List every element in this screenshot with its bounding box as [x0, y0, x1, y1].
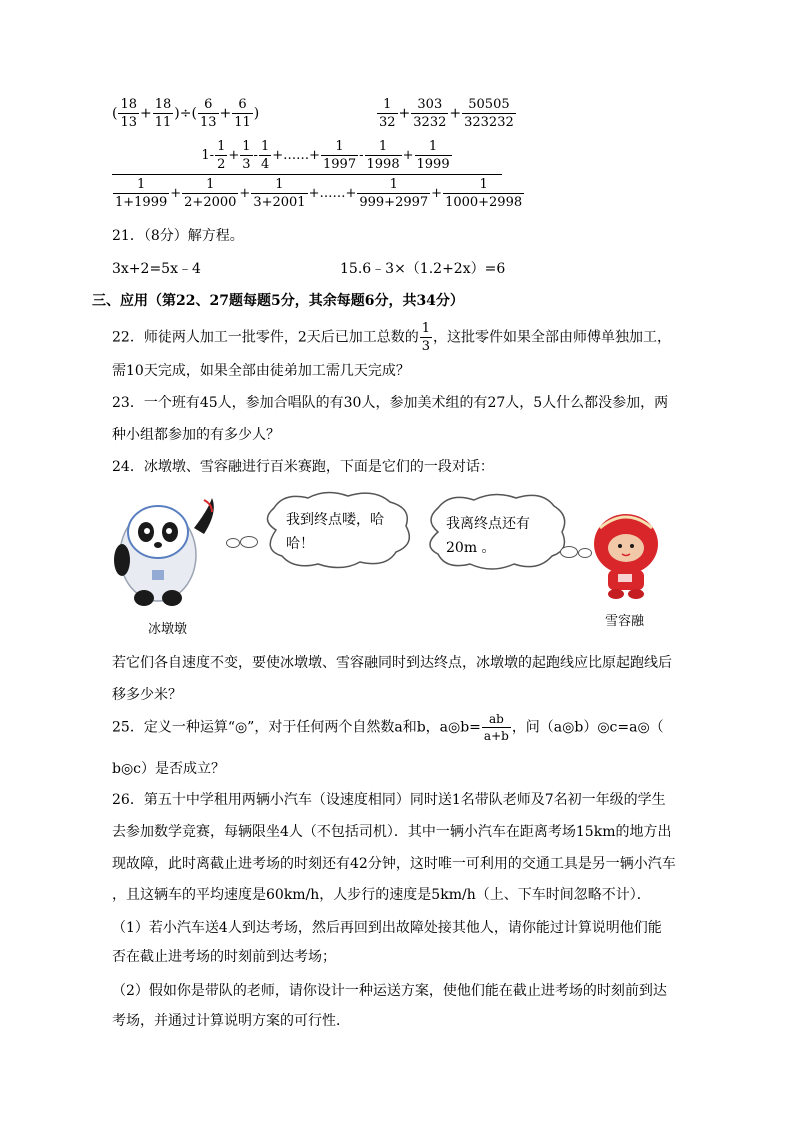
numerator: 18 [120, 97, 138, 112]
denominator: 3232 [413, 115, 447, 130]
numerator: 1 [421, 321, 431, 336]
numerator: 1 [260, 139, 270, 154]
fraction [482, 713, 511, 742]
q24-question-line-2: 移多少米？ [112, 687, 182, 703]
denominator: 1999 [416, 157, 450, 172]
q22-line-2: 需10天完成，如果全部由徒弟加工需几天完成？ [112, 363, 410, 379]
name-left: 冰墩墩 [148, 622, 188, 637]
q26-line-1: 26．第五十中学租用两辆小汽车（设速度相同）同时送1名带队老师及7名初一年级的学生 [112, 792, 666, 808]
fraction [462, 98, 516, 129]
bubble-left-line-2: 哈！ [286, 536, 314, 552]
numerator: 1 [378, 139, 388, 154]
fraction [365, 140, 402, 171]
fraction [251, 178, 307, 209]
expr2 [376, 98, 517, 129]
paren: ) [253, 105, 260, 122]
q22-line-1 [112, 322, 671, 353]
denominator: 1998 [366, 157, 400, 172]
q24-line-1: 24．冰墩墩、雪容融进行百米赛跑，下面是它们的一段对话： [112, 459, 494, 475]
q25-text: 25．定义一种运算“◎”，对于任何两个自然数a和b，a◎b= [112, 719, 481, 736]
fraction [420, 322, 432, 353]
denominator: 13 [120, 115, 138, 130]
big-fraction-denominator [112, 177, 523, 210]
denominator: 11 [234, 115, 251, 130]
fraction [357, 178, 430, 209]
denominator: 3 [242, 157, 251, 172]
big-fraction-bar [112, 174, 502, 175]
denominator: 1000+2998 [445, 195, 523, 210]
q21-equation-1: 3x+2=5x﹣4 [112, 261, 201, 277]
denominator: a+b [483, 729, 509, 743]
op: + [228, 148, 240, 163]
q26-line-7: （2）假如你是带队的老师，请你设计一种运送方案，使他们能在截止进考场的时刻前到达 [112, 983, 667, 999]
op: + [239, 186, 251, 201]
op: + [449, 105, 462, 122]
op: - [209, 148, 215, 163]
numerator: 1 [479, 177, 488, 192]
q25-text: ，问（a◎b）◎c=a◎（ [511, 719, 664, 736]
q26-line-5: （1）若小汽车送4人到达考场，然后再回到出故障处接其他人，请你能过计算说明他们能 [112, 920, 662, 936]
bubble-right-line-1: 我离终点还有 [446, 516, 530, 532]
numerator: 6 [204, 97, 213, 112]
bubble-left-line-1: 我到终点喽，哈 [286, 512, 384, 528]
fraction [113, 178, 169, 209]
q26-line-3: 现故障，此时离截止进考场的时刻还有42分钟，这时唯一可利用的交通工具是另一辆小汽车 [112, 856, 676, 872]
fraction [377, 98, 398, 129]
q25-line-1 [112, 713, 664, 742]
numerator: 1 [217, 139, 226, 154]
numerator: 1 [242, 139, 251, 154]
denominator: 32 [379, 115, 396, 130]
ellipsis: +……+ [308, 186, 357, 201]
denominator: 2+2000 [184, 195, 237, 210]
denominator: 3 [421, 339, 431, 354]
op: + [170, 186, 182, 201]
q22-text: 22．师徒两人加工一批零件，2天后已加工总数的 [112, 329, 419, 346]
op: + [140, 105, 152, 122]
big-fraction [112, 139, 523, 210]
q24-question-line-1: 若它们各自速度不变，要使冰墩墩、雪容融同时到达终点，冰墩墩的起跑线应比原起跑线后 [112, 655, 672, 671]
q22-text: ，这批零件如果全部由师傅单独加工， [433, 329, 672, 346]
thought-ring [560, 546, 578, 558]
op: )÷( [174, 105, 197, 122]
ellipsis: +……+ [272, 148, 321, 163]
op: - [359, 148, 364, 163]
numerator: 1 [389, 177, 398, 192]
panda-mascot-image [108, 490, 218, 608]
denominator: 4 [260, 157, 270, 172]
denominator: 11 [154, 115, 172, 130]
op: + [219, 105, 232, 122]
fraction [411, 98, 448, 129]
fraction [321, 140, 358, 171]
numerator: 1 [428, 139, 438, 154]
name-right: 雪容融 [605, 614, 645, 629]
denominator: 1997 [323, 157, 357, 172]
numerator: 303 [417, 97, 443, 112]
denominator: 323232 [464, 115, 514, 130]
denominator: 2 [217, 157, 226, 172]
bubble-right-line-2: 20m 。 [446, 540, 496, 556]
q26-line-6: 否在截止进考场的时刻前到达考场； [112, 949, 336, 965]
q26-line-4: ，且这辆车的平均速度是60km/h，人步行的速度是5km/h（上、下车时间忽略不计）． [112, 887, 651, 903]
numerator: 1 [206, 177, 215, 192]
denominator: 1+1999 [115, 195, 168, 210]
q23-line-2: 种小组都参加的有多少人？ [112, 427, 280, 443]
term: 1 [201, 148, 210, 163]
op: + [402, 148, 414, 163]
fraction [415, 140, 452, 171]
q21-title: 21．（8分）解方程。 [112, 228, 244, 244]
thought-ring [226, 538, 240, 548]
denominator: 3+2001 [253, 195, 306, 210]
big-fraction-numerator [112, 140, 502, 171]
fraction [259, 140, 271, 171]
numerator: 1 [136, 177, 146, 192]
denominator: 13 [199, 115, 217, 130]
op: - [253, 148, 258, 163]
fraction [240, 140, 252, 171]
section-title: 三、应用（第22、27题每题5分，其余每题6分，共34分） [92, 293, 464, 309]
q24-illustration [108, 486, 668, 637]
q25-line-2: b◎c）是否成立？ [112, 761, 226, 777]
fraction [215, 140, 227, 171]
fraction [182, 178, 238, 209]
fraction [198, 98, 219, 129]
numerator: 1 [335, 139, 344, 154]
numerator: 18 [154, 97, 172, 112]
denominator: 999+2997 [359, 195, 429, 210]
fraction [153, 98, 174, 129]
expr1 [112, 98, 259, 129]
lantern-mascot-image [586, 510, 666, 600]
paren: ( [112, 105, 118, 122]
numerator: 50505 [468, 97, 510, 112]
numerator: 1 [275, 177, 284, 192]
numerator: ab [488, 712, 504, 726]
op: + [398, 105, 411, 122]
op: + [431, 186, 443, 201]
numerator: 6 [238, 97, 247, 112]
fraction [443, 178, 524, 209]
q23-line-1: 23．一个班有45人，参加合唱队的有30人，参加美术组的有27人，5人什么都没参加，两 [112, 395, 669, 411]
fraction [118, 98, 139, 129]
fraction [232, 98, 253, 129]
numerator: 1 [383, 97, 392, 112]
q26-line-2: 去参加数学竞赛，每辆限坐4人（不包括司机）．其中一辆小汽车在距离考场15km的地方出 [112, 824, 672, 840]
q21-equation-2: 15.6﹣3×（1.2+2x）=6 [340, 261, 506, 277]
q26-line-8: 考场，并通过计算说明方案的可行性． [112, 1013, 350, 1029]
